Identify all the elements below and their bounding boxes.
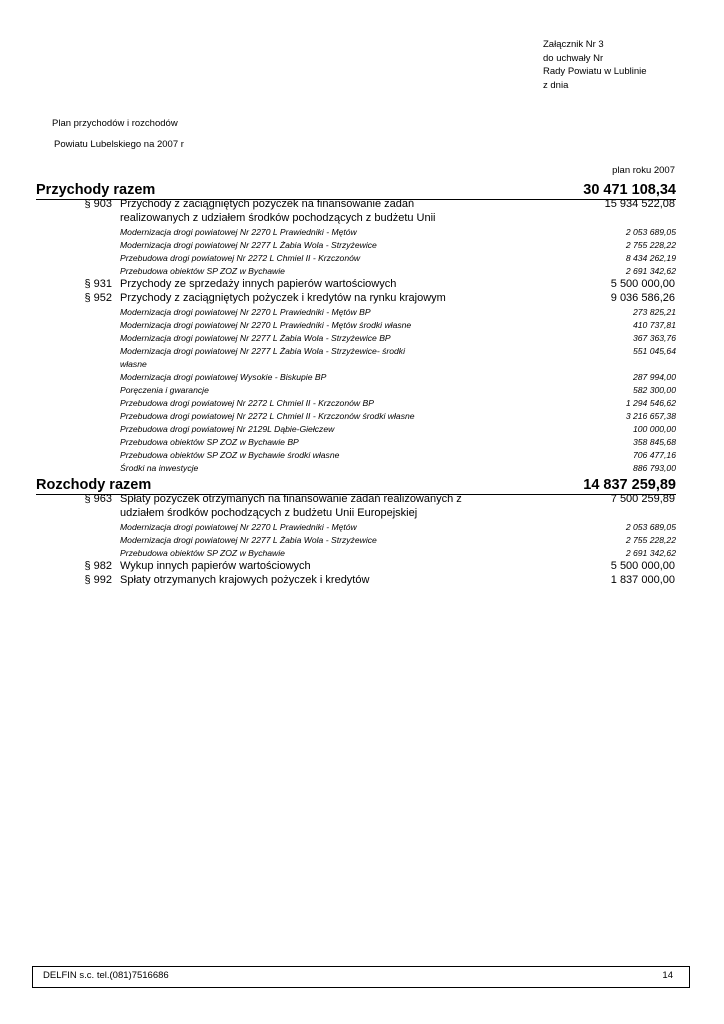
row-description: Przebudowa obiektów SP ZOZ w Bychawie BP — [120, 437, 299, 447]
row-amount: 5 500 000,00 — [610, 278, 675, 290]
section-name: Przychody razem — [36, 182, 156, 198]
row-description: Przychody z zaciągniętych pożyczek na finansowanie zadań — [120, 198, 415, 210]
row-description: Przebudowa drogi powiatowej Nr 2272 L Chmiel II - Krzczonów środki własne — [120, 411, 415, 421]
row-description: Modernizacja drogi powiatowej Nr 2270 L Prawiedniki - Mętów — [120, 522, 357, 532]
section-total: 30 471 108,34 — [583, 182, 676, 198]
page-number: 14 — [662, 970, 673, 981]
row-amount: 2 053 689,05 — [625, 227, 676, 237]
row-description: Poręczenia i gwarancje — [120, 385, 209, 395]
row-amount: 2 755 228,22 — [625, 535, 676, 545]
row-amount: 367 363,76 — [632, 333, 676, 343]
row-amount: 886 793,00 — [632, 463, 676, 473]
row-description: udziałem środków pochodzących z budżetu Unii Europejskiej — [120, 507, 418, 519]
annex-line: Załącznik Nr 3 — [543, 39, 604, 50]
annex-note — [543, 38, 647, 92]
row-amount: 1 837 000,00 — [610, 574, 675, 586]
row-amount: 2 691 342,62 — [625, 266, 676, 276]
row-description: Modernizacja drogi powiatowej Nr 2270 L Prawiedniki - Mętów — [120, 227, 357, 237]
row-amount: 9 036 586,26 — [610, 292, 675, 304]
row-description: własne — [120, 359, 147, 369]
section-total: 14 837 259,89 — [583, 477, 676, 493]
row-description: Przebudowa drogi powiatowej Nr 2272 L Chmiel II - Krzczonów BP — [120, 398, 374, 408]
row-amount: 7 500 259,89 — [610, 493, 675, 505]
section-name: Rozchody razem — [36, 477, 152, 493]
annex-line: do uchwały Nr — [543, 52, 604, 64]
row-description: Modernizacja drogi powiatowej Nr 2277 L Żabia Wola - Strzyżewice — [120, 240, 377, 250]
page-footer — [32, 966, 690, 988]
annex-line: Rady Powiatu w Lublinie — [543, 66, 647, 77]
row-amount: 551 045,64 — [632, 346, 676, 356]
row-description: Przebudowa drogi powiatowej Nr 2272 L Chmiel II - Krzczonów — [120, 253, 361, 263]
row-amount: 273 825,21 — [632, 307, 676, 317]
paragraph-code: § 931 — [84, 278, 112, 290]
paragraph-code: § 963 — [84, 493, 112, 505]
row-description: Modernizacja drogi powiatowej Nr 2277 L Żabia Wola - Strzyżewice — [120, 535, 377, 545]
row-amount: 5 500 000,00 — [610, 560, 675, 572]
row-amount: 582 300,00 — [632, 385, 676, 395]
row-amount: 2 691 342,62 — [625, 548, 676, 558]
row-description: Modernizacja drogi powiatowej Nr 2270 L Prawiedniki - Mętów BP — [120, 307, 371, 317]
row-description: Przychody ze sprzedaży innych papierów wartościowych — [120, 278, 397, 290]
row-description: Wykup innych papierów wartościowych — [120, 560, 311, 572]
row-description: Spłaty pożyczek otrzymanych na finansowanie zadań realizowanych z — [120, 493, 462, 505]
row-amount: 287 994,00 — [632, 372, 676, 382]
row-amount: 2 755 228,22 — [625, 240, 676, 250]
row-description: Przebudowa obiektów SP ZOZ w Bychawie — [120, 266, 285, 276]
row-description: Modernizacja drogi powiatowej Nr 2277 L Żabia Wola - Strzyżewice BP — [120, 333, 391, 343]
row-description: Przebudowa obiektów SP ZOZ w Bychawie środki własne — [120, 450, 340, 460]
row-description: Modernizacja drogi powiatowej Nr 2277 L Żabia Wola - Strzyżewice- środki — [120, 346, 405, 356]
annex-line: z dnia — [543, 79, 569, 91]
paragraph-code: § 952 — [84, 292, 112, 304]
row-amount: 2 053 689,05 — [625, 522, 676, 532]
paragraph-code: § 982 — [84, 560, 112, 572]
row-amount: 358 845,68 — [632, 437, 676, 447]
row-amount: 410 737,81 — [632, 320, 676, 330]
row-description: Przebudowa obiektów SP ZOZ w Bychawie — [120, 548, 285, 558]
paragraph-code: § 903 — [84, 198, 112, 210]
row-amount: 1 294 546,62 — [625, 398, 676, 408]
row-amount: 15 934 522,08 — [604, 198, 675, 210]
row-amount: 706 477,16 — [632, 450, 676, 460]
row-description: Spłaty otrzymanych krajowych pożyczek i kredytów — [120, 574, 370, 586]
row-description: realizowanych z udziałem środków pochodzących z budżetu Unii — [120, 212, 436, 224]
row-amount: 3 216 657,38 — [625, 411, 676, 421]
row-description: Środki na inwestycje — [120, 463, 199, 473]
plan-column-label: plan roku 2007 — [612, 165, 675, 176]
row-description: Modernizacja drogi powiatowej Nr 2270 L Prawiedniki - Mętów środki własne — [120, 320, 412, 330]
row-description: Przebudowa drogi powiatowej Nr 2129L Dąbie-Giełczew — [120, 424, 335, 434]
row-amount: 100 000,00 — [632, 424, 676, 434]
paragraph-code: § 992 — [84, 574, 112, 586]
row-amount: 8 434 262,19 — [625, 253, 676, 263]
document-title: Plan przychodów i rozchodów — [52, 118, 178, 129]
row-description: Modernizacja drogi powiatowej Wysokie - Biskupie BP — [120, 372, 327, 382]
document-subtitle: Powiatu Lubelskiego na 2007 r — [54, 139, 184, 150]
row-description: Przychody z zaciągniętych pożyczek i kredytów na rynku krajowym — [120, 292, 446, 304]
footer-company: DELFIN s.c. tel.(081)7516686 — [43, 970, 169, 981]
